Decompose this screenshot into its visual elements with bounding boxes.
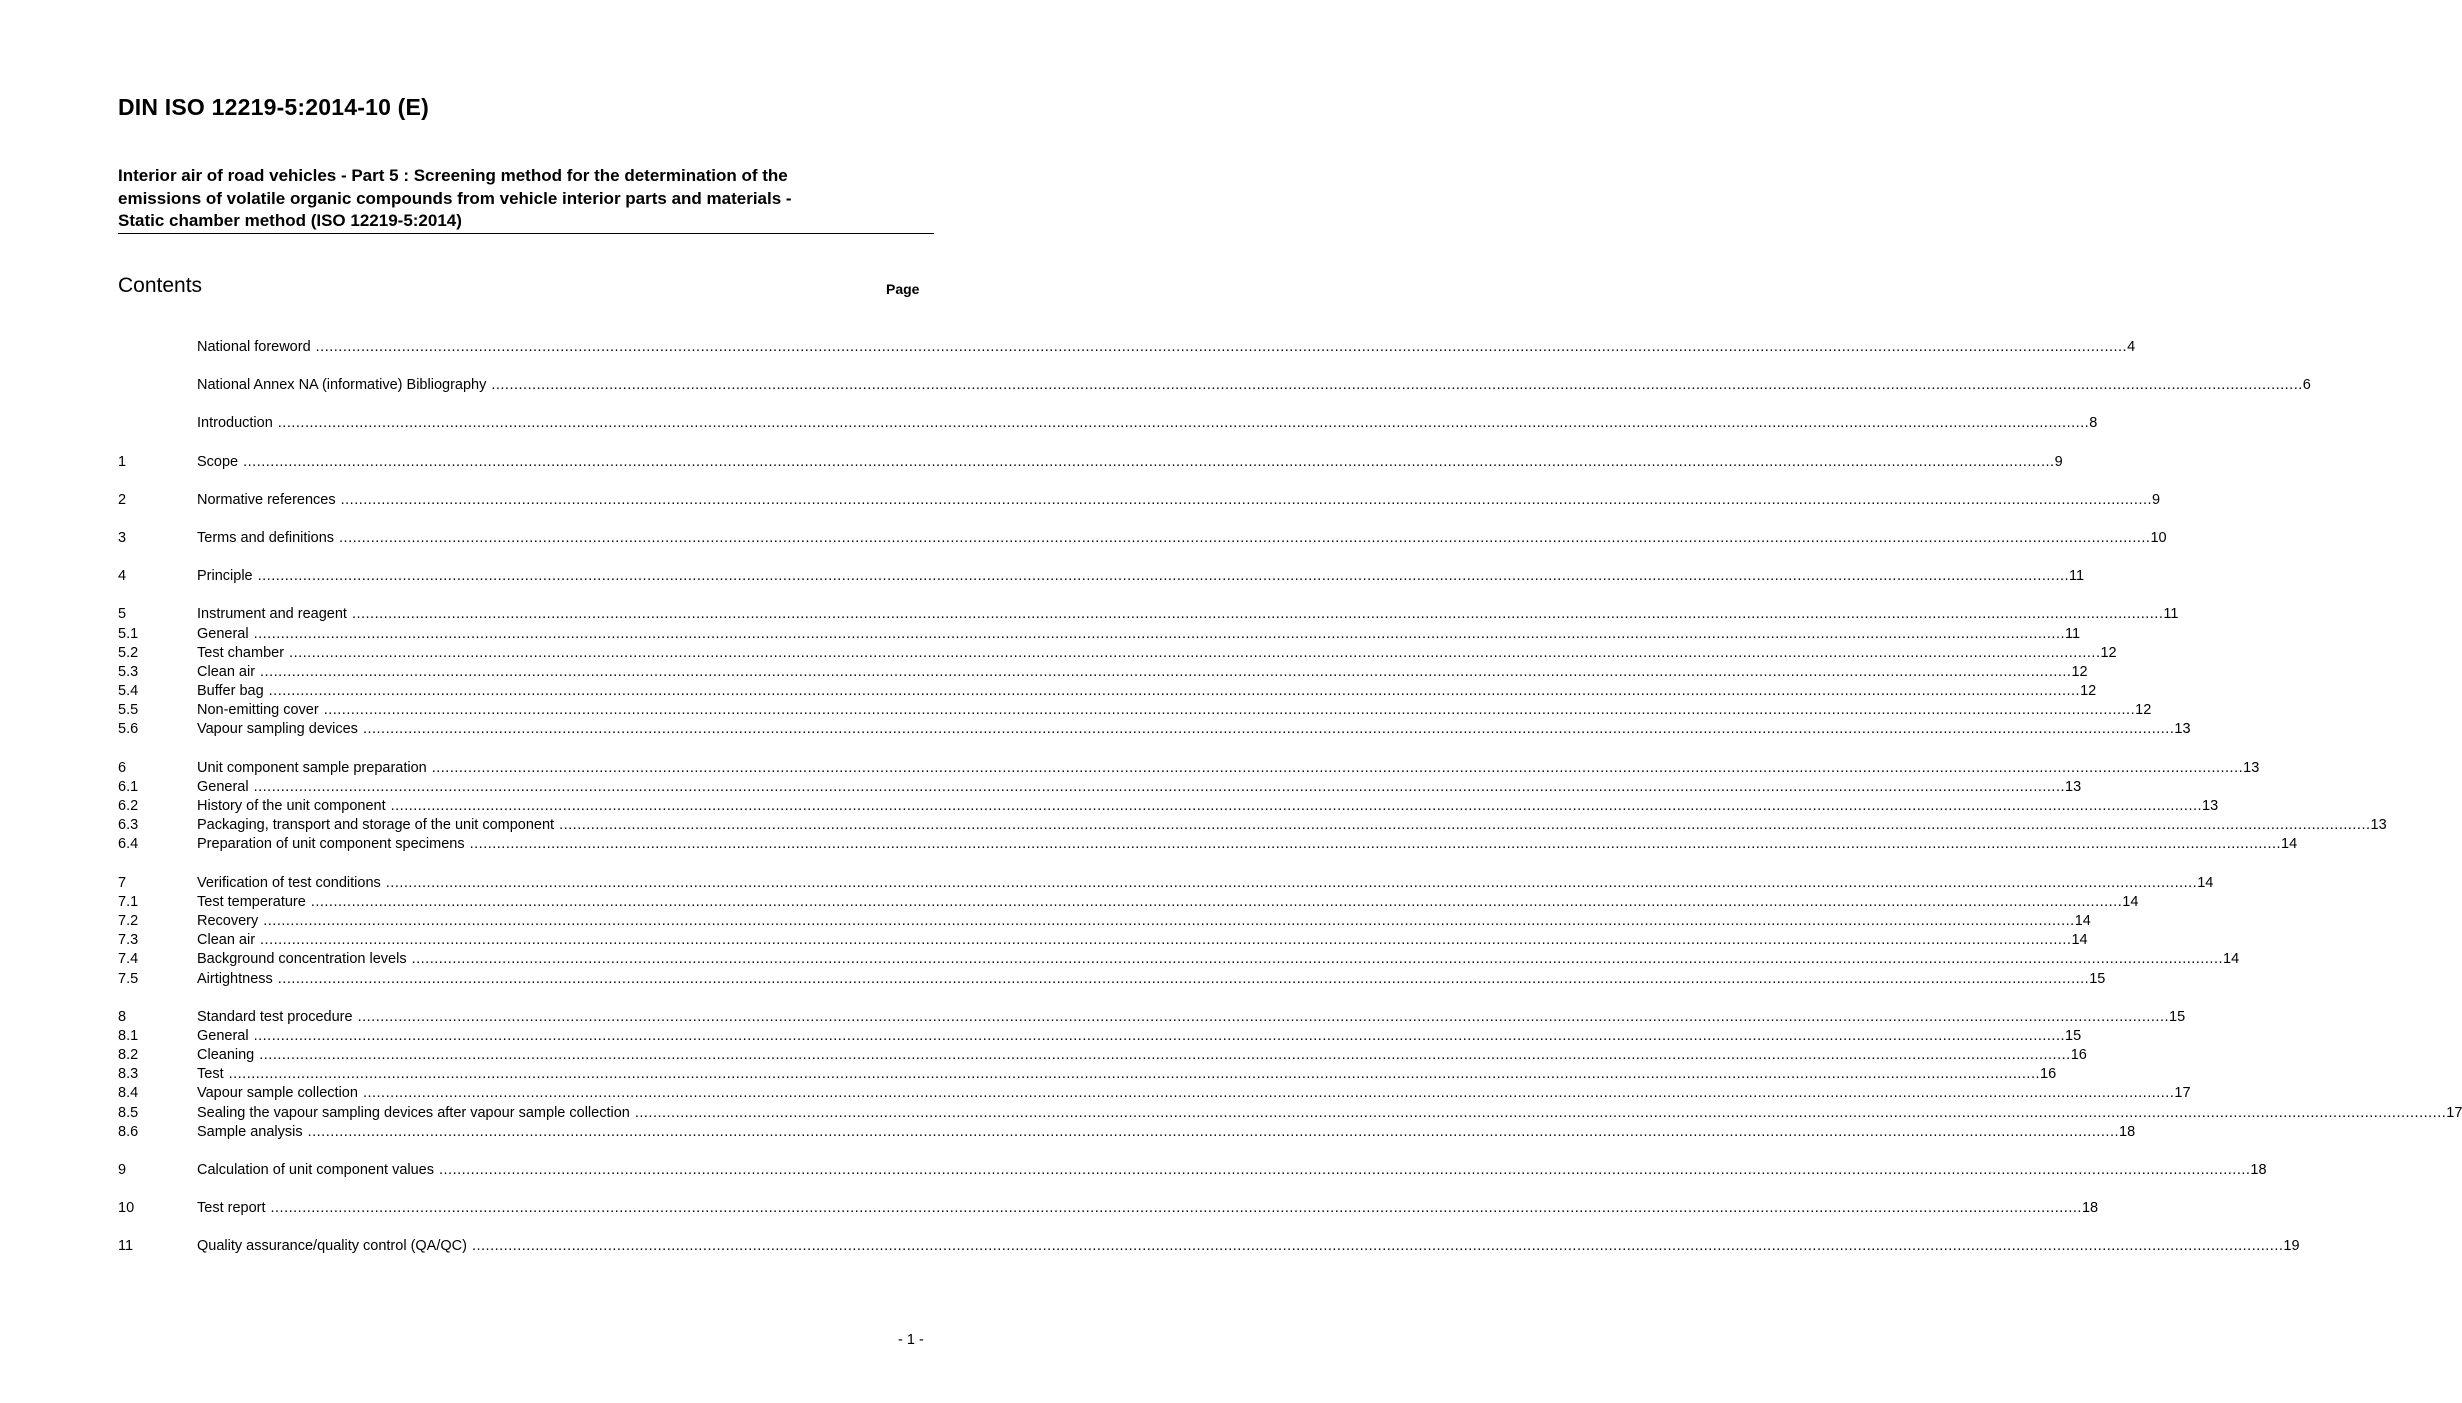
toc-entry[interactable] [118, 1084, 2191, 1103]
toc-entry-page: 11 [2069, 568, 2085, 585]
toc-entry-page: 15 [2169, 1008, 2186, 1025]
toc-dot-leader: ................................................................................................................................................................................................................................................................................................................................................................................................................ [390, 798, 2203, 814]
toc-entry-page: 9 [2054, 453, 2063, 470]
title-line-2: emissions of volatile organic compounds from vehicle interior parts and materials - [118, 188, 792, 208]
toc-entry-page: 12 [2080, 683, 2097, 700]
toc-entry-number: 8 [118, 1008, 127, 1025]
toc-dot-leader: ................................................................................................................................................................................................................................................................................................................................................................................................................ [310, 893, 2123, 910]
footer-page-number: - 1 - [898, 1332, 924, 1348]
toc-entry-number: 6.4 [118, 836, 139, 853]
toc-entry-number: 8.2 [118, 1047, 139, 1064]
toc-entry-number: 8.5 [118, 1104, 139, 1121]
toc-entry-number: 8.1 [118, 1027, 139, 1044]
toc-entry[interactable] [118, 414, 2098, 433]
toc-entry[interactable] [118, 338, 2136, 357]
toc-entry-page: 13 [2370, 817, 2387, 834]
toc-dot-leader: ................................................................................................................................................................................................................................................................................................................................................................................................................ [323, 702, 2136, 719]
toc-entry[interactable] [118, 682, 2097, 701]
toc-entry-page: 8 [2089, 415, 2098, 432]
toc-entry-title: Unit component sample preparation [197, 759, 427, 776]
toc-entry-page: 13 [2065, 778, 2082, 795]
toc-dot-leader: ................................................................................................................................................................................................................................................................................................................................................................................................................ [243, 453, 2055, 470]
toc-entry-title: Test report [197, 1200, 266, 1217]
toc-dot-leader: ................................................................................................................................................................................................................................................................................................................................................................................................................ [259, 1047, 2071, 1064]
toc-entry[interactable] [118, 720, 2191, 739]
toc-entry-page: 12 [2071, 663, 2088, 680]
toc-entry-number: 6.2 [118, 798, 139, 814]
toc-dot-leader: ................................................................................................................................................................................................................................................................................................................................................................................................................ [351, 606, 2164, 623]
toc-entry-title: General [197, 1027, 249, 1044]
toc-dot-leader: ................................................................................................................................................................................................................................................................................................................................................................................................................ [289, 644, 2101, 661]
toc-entry-number: 4 [118, 568, 127, 585]
toc-dot-leader: ................................................................................................................................................................................................................................................................................................................................................................................................................ [431, 759, 2244, 776]
toc-dot-leader: ................................................................................................................................................................................................................................................................................................................................................................................................................ [491, 377, 2303, 394]
toc-entry-page: 6 [2302, 377, 2311, 394]
title-line-3: Static chamber method (ISO 12219-5:2014) [118, 211, 462, 230]
toc-entry-title: Introduction [197, 415, 273, 432]
toc-entry[interactable] [118, 644, 2117, 663]
toc-entry-title: Vapour sampling devices [197, 721, 358, 738]
toc-dot-leader: ................................................................................................................................................................................................................................................................................................................................................................................................................ [385, 874, 2198, 891]
toc-entry-number: 7.4 [118, 951, 139, 968]
toc-entry-title: Normative references [197, 491, 336, 508]
toc-entry-number: 7.1 [118, 893, 139, 910]
toc-entry-title: Standard test procedure [197, 1008, 353, 1025]
toc-entry-title: Preparation of unit component specimens [197, 836, 465, 853]
toc-entry-title: Scope [197, 453, 239, 470]
toc-entry-page: 15 [2089, 970, 2106, 987]
toc-dot-leader: ................................................................................................................................................................................................................................................................................................................................................................................................................ [411, 951, 2224, 968]
toc-dot-leader: ................................................................................................................................................................................................................................................................................................................................................................................................................ [260, 932, 2072, 949]
toc-entry-title: Quality assurance/quality control (QA/QC) [197, 1238, 467, 1255]
toc-entry-number: 8.6 [118, 1123, 139, 1140]
toc-entry[interactable] [118, 778, 2082, 797]
toc-entry-number: 8.3 [118, 1066, 139, 1083]
toc-entry-number: 5.2 [118, 644, 139, 661]
toc-entry-title: General [197, 625, 249, 642]
toc-entry[interactable] [118, 1199, 2099, 1218]
toc-entry-title: Principle [197, 568, 253, 585]
toc-entry-title: Packaging, transport and storage of the unit component [197, 817, 555, 834]
page-column-label: Page [886, 281, 920, 297]
toc-entry-page: 14 [2122, 893, 2139, 910]
toc-dot-leader: ................................................................................................................................................................................................................................................................................................................................................................................................................ [253, 1027, 2066, 1044]
toc-entry[interactable] [118, 1237, 2300, 1256]
toc-entry-title: Verification of test conditions [197, 874, 381, 891]
toc-entry-title: Calculation of unit component values [197, 1162, 434, 1178]
toc-entry-number: 6 [118, 759, 127, 776]
toc-entry-page: 11 [2163, 606, 2179, 623]
table-of-contents [118, 338, 2462, 1257]
toc-dot-leader: ................................................................................................................................................................................................................................................................................................................................................................................................................ [307, 1123, 2120, 1140]
toc-entry-title: History of the unit component [197, 798, 386, 814]
toc-dot-leader: ................................................................................................................................................................................................................................................................................................................................................................................................................ [339, 529, 2151, 546]
toc-entry[interactable] [118, 453, 2063, 472]
toc-entry-title: Background concentration levels [197, 951, 407, 968]
toc-entry-number: 5.6 [118, 721, 139, 738]
toc-entry-page: 13 [2202, 798, 2219, 814]
toc-entry-page: 18 [2119, 1123, 2136, 1140]
toc-entry-number: 7.3 [118, 932, 139, 949]
toc-entry-page: 12 [2135, 702, 2152, 719]
toc-entry[interactable] [118, 797, 2219, 816]
toc-entry-number: 8.4 [118, 1085, 139, 1102]
toc-entry[interactable] [118, 1008, 2186, 1027]
toc-dot-leader: ................................................................................................................................................................................................................................................................................................................................................................................................................ [257, 568, 2070, 585]
toc-entry-number: 7.5 [118, 970, 139, 987]
toc-entry-page: 10 [2150, 529, 2167, 546]
toc-entry-title: National foreword [197, 339, 311, 355]
toc-entry[interactable] [118, 816, 2387, 835]
toc-entry-page: 14 [2071, 932, 2088, 949]
toc-entry-number: 5 [118, 606, 127, 623]
toc-entry-title: National Annex NA (informative) Bibliography [197, 377, 487, 394]
toc-entry[interactable] [118, 529, 2167, 548]
toc-entry[interactable] [118, 835, 2298, 854]
toc-entry-title: Non-emitting cover [197, 702, 319, 719]
toc-entry-page: 4 [2127, 339, 2136, 355]
toc-entry-page: 16 [2070, 1047, 2087, 1064]
toc-entry-title: Airtightness [197, 970, 273, 987]
toc-entry-title: Sample analysis [197, 1123, 303, 1140]
toc-entry-title: Terms and definitions [197, 529, 335, 546]
toc-entry-page: 13 [2243, 759, 2260, 776]
toc-dot-leader: ................................................................................................................................................................................................................................................................................................................................................................................................................ [471, 1238, 2284, 1255]
toc-entry-page: 16 [2040, 1066, 2057, 1083]
toc-entry-page: 14 [2074, 912, 2091, 929]
toc-entry[interactable] [118, 625, 2081, 644]
toc-entry-page: 17 [2446, 1104, 2462, 1121]
toc-entry[interactable] [118, 950, 2240, 969]
toc-entry-page: 18 [2081, 1200, 2099, 1217]
toc-dot-leader: ................................................................................................................................................................................................................................................................................................................................................................................................................ [634, 1104, 2447, 1121]
document-title [118, 165, 934, 233]
toc-entry-title: Recovery [197, 912, 259, 929]
toc-entry-title: Test chamber [197, 644, 285, 661]
toc-entry[interactable] [118, 376, 2311, 395]
toc-entry-number: 1 [118, 453, 127, 470]
toc-entry-number: 10 [118, 1200, 135, 1217]
toc-entry-number: 5.5 [118, 702, 139, 719]
toc-entry-page: 14 [2223, 951, 2240, 968]
toc-entry[interactable] [118, 759, 2260, 778]
toc-entry-page: 9 [2152, 491, 2161, 508]
toc-entry[interactable] [118, 491, 2161, 510]
toc-dot-leader: ................................................................................................................................................................................................................................................................................................................................................................................................................ [438, 1162, 2251, 1178]
toc-dot-leader: ................................................................................................................................................................................................................................................................................................................................................................................................................ [253, 625, 2066, 642]
toc-entry-page: 17 [2174, 1085, 2191, 1102]
toc-dot-leader: ................................................................................................................................................................................................................................................................................................................................................................................................................ [277, 415, 2090, 432]
toc-entry-number: 5.1 [118, 625, 139, 642]
document-id: DIN ISO 12219-5:2014-10 (E) [118, 94, 429, 120]
toc-entry[interactable] [118, 1027, 2082, 1046]
toc-entry[interactable] [118, 874, 2214, 893]
toc-entry[interactable] [118, 701, 2152, 720]
toc-entry-number: 5.4 [118, 683, 139, 700]
toc-dot-leader: ................................................................................................................................................................................................................................................................................................................................................................................................................ [228, 1066, 2041, 1083]
toc-entry[interactable] [118, 663, 2088, 682]
toc-entry-title: Cleaning [197, 1047, 255, 1064]
toc-dot-leader: ................................................................................................................................................................................................................................................................................................................................................................................................................ [357, 1008, 2170, 1025]
toc-entry-title: Clean air [197, 663, 256, 680]
toc-entry-page: 15 [2065, 1027, 2082, 1044]
toc-entry[interactable] [118, 1161, 2267, 1180]
title-underline [118, 233, 934, 234]
toc-entry-title: Clean air [197, 932, 256, 949]
toc-entry-title: Vapour sample collection [197, 1085, 358, 1102]
toc-entry[interactable] [118, 1065, 2057, 1084]
toc-entry[interactable] [118, 605, 2179, 624]
toc-entry-page: 18 [2250, 1162, 2267, 1178]
toc-dot-leader: ................................................................................................................................................................................................................................................................................................................................................................................................................ [268, 683, 2081, 700]
toc-entry-page: 19 [2283, 1238, 2300, 1255]
toc-entry[interactable] [118, 1104, 2462, 1123]
toc-entry-title: Buffer bag [197, 683, 264, 700]
toc-entry[interactable] [118, 970, 2106, 989]
toc-dot-leader: ................................................................................................................................................................................................................................................................................................................................................................................................................ [559, 817, 2371, 834]
toc-entry-title: General [197, 778, 249, 795]
toc-entry-number: 11 [118, 1238, 134, 1255]
toc-dot-leader: ................................................................................................................................................................................................................................................................................................................................................................................................................ [362, 1085, 2175, 1102]
toc-entry[interactable] [118, 931, 2088, 950]
toc-entry-page: 14 [2281, 836, 2298, 853]
toc-dot-leader: ................................................................................................................................................................................................................................................................................................................................................................................................................ [315, 339, 2128, 355]
toc-entry-number: 6.3 [118, 817, 139, 834]
toc-dot-leader: ................................................................................................................................................................................................................................................................................................................................................................................................................ [260, 663, 2072, 680]
toc-entry-number: 5.3 [118, 663, 139, 680]
toc-dot-leader: ................................................................................................................................................................................................................................................................................................................................................................................................................ [253, 778, 2066, 795]
toc-entry-number: 7 [118, 874, 127, 891]
toc-entry[interactable] [118, 893, 2139, 912]
contents-heading: Contents [118, 274, 203, 297]
toc-entry-title: Sealing the vapour sampling devices after vapour sample collection [197, 1104, 630, 1121]
toc-entry-number: 3 [118, 529, 127, 546]
toc-dot-leader: ................................................................................................................................................................................................................................................................................................................................................................................................................ [362, 721, 2175, 738]
toc-entry-number: 6.1 [118, 778, 139, 795]
toc-entry-number: 9 [118, 1162, 127, 1178]
toc-entry[interactable] [118, 912, 2091, 931]
title-line-1: Interior air of road vehicles - Part 5 : Screening method for the determination of the [118, 166, 788, 185]
toc-entry[interactable] [118, 1123, 2136, 1142]
toc-entry-page: 12 [2100, 644, 2117, 661]
toc-entry-page: 13 [2174, 721, 2191, 738]
toc-entry-page: 11 [2065, 625, 2081, 642]
toc-dot-leader: ................................................................................................................................................................................................................................................................................................................................................................................................................ [277, 970, 2090, 987]
toc-dot-leader: ................................................................................................................................................................................................................................................................................................................................................................................................................ [263, 912, 2075, 929]
toc-dot-leader: ................................................................................................................................................................................................................................................................................................................................................................................................................ [469, 836, 2282, 853]
toc-entry[interactable] [118, 567, 2085, 586]
toc-entry-number: 2 [118, 491, 127, 508]
toc-dot-leader: ................................................................................................................................................................................................................................................................................................................................................................................................................ [270, 1200, 2082, 1217]
toc-entry-number: 7.2 [118, 912, 139, 929]
toc-dot-leader: ................................................................................................................................................................................................................................................................................................................................................................................................................ [340, 491, 2153, 508]
toc-entry-title: Test temperature [197, 893, 306, 910]
toc-entry-title: Instrument and reagent [197, 606, 347, 623]
toc-entry-title: Test [197, 1066, 224, 1083]
toc-entry-page: 14 [2197, 874, 2214, 891]
toc-entry[interactable] [118, 1046, 2087, 1065]
